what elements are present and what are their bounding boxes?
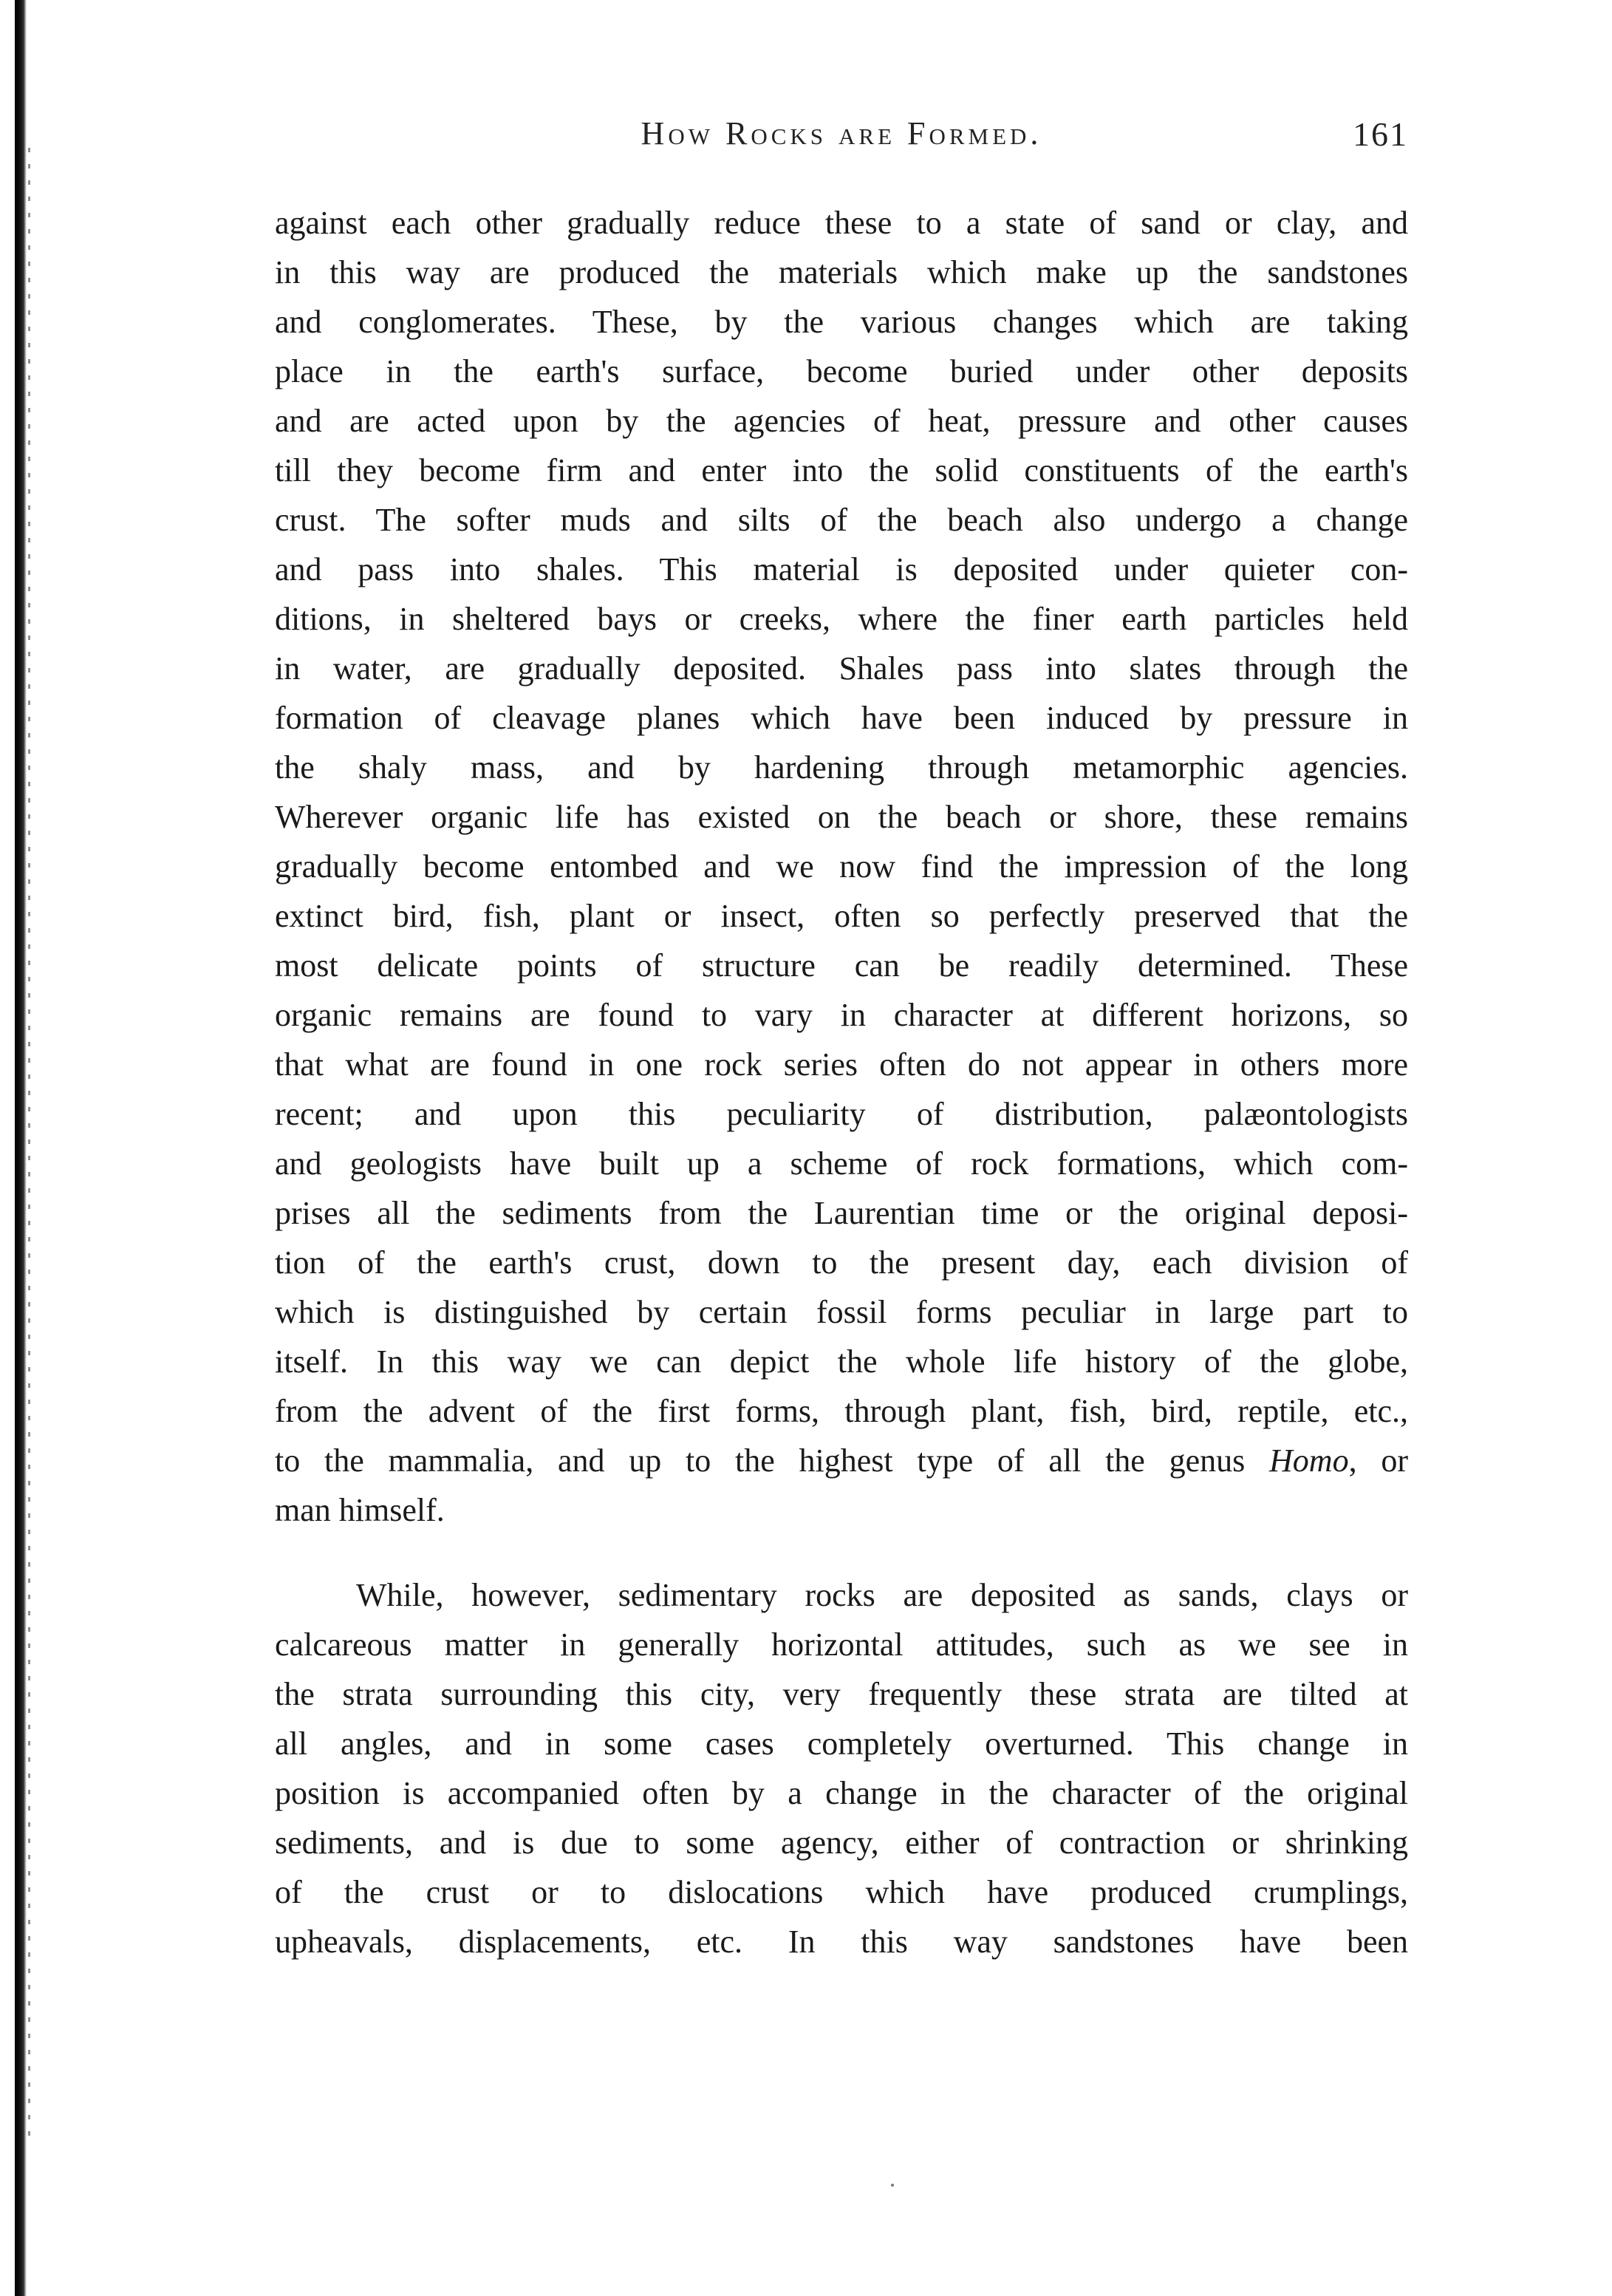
text-line: prises all the sediments from the Laurentian time or the original deposi- [275, 1195, 1408, 1231]
text-line: which is distinguished by certain fossil forms peculiar in large part to [275, 1294, 1408, 1330]
text-line: sediments, and is due to some agency, either of contraction or shrinking [275, 1825, 1408, 1861]
text-line: recent; and upon this peculiarity of distribution, palæontologists [275, 1096, 1408, 1132]
book-binding-edge [15, 0, 27, 2296]
italic-word: Homo [1269, 1442, 1349, 1479]
text-line: from the advent of the first forms, through plant, fish, bird, reptile, etc., [275, 1393, 1408, 1429]
text-line: and conglomerates. These, by the various changes which are taking [275, 304, 1408, 340]
text-line: extinct bird, fish, plant or insect, often so perfectly preserved that the [275, 898, 1408, 934]
text-line: man himself. [275, 1492, 445, 1528]
text-line: gradually become entombed and we now find the impression of the long [275, 848, 1408, 885]
text-line: against each other gradually reduce these to a state of sand or clay, and [275, 205, 1408, 241]
text-line: the shaly mass, and by hardening through metamorphic agencies. [275, 749, 1408, 786]
text-line: position is accompanied often by a change in the character of the original [275, 1775, 1408, 1811]
text-line-with-italic [275, 1436, 1408, 1485]
text-line: calcareous matter in generally horizontal attitudes, such as we see in [275, 1626, 1408, 1663]
text-line: crust. The softer muds and silts of the beach also undergo a change [275, 502, 1408, 538]
text-line: place in the earth's surface, become buried under other deposits [275, 353, 1408, 389]
text-line: Wherever organic life has existed on the beach or shore, these remains [275, 799, 1408, 835]
text-line: in water, are gradually deposited. Shales pass into slates through the [275, 650, 1408, 687]
text-line: the strata surrounding this city, very frequently these strata are tilted at [275, 1676, 1408, 1712]
paragraph-gap [275, 1535, 1408, 1570]
running-title: How Rocks are Formed. [641, 115, 1042, 151]
page-number: 161 [1353, 115, 1408, 153]
text-line: and pass into shales. This material is deposited under quieter con- [275, 551, 1408, 587]
text-line: and geologists have built up a scheme of rock formations, which com- [275, 1145, 1408, 1182]
text-line: formation of cleavage planes which have been induced by pressure in [275, 700, 1408, 736]
text-line: While, however, sedimentary rocks are deposited as sands, clays or [356, 1577, 1408, 1613]
running-head [275, 115, 1408, 166]
text-line: in this way are produced the materials which make up the sandstones [275, 254, 1408, 290]
text-line: organic remains are found to vary in character at different horizons, so [275, 997, 1408, 1033]
text-line: till they become firm and enter into the solid constituents of the earth's [275, 452, 1408, 488]
text-line: itself. In this way we can depict the whole life history of the globe, [275, 1343, 1408, 1380]
body-text [275, 198, 1408, 2149]
text-line: most delicate points of structure can be readily determined. These [275, 947, 1408, 984]
text-line: all angles, and in some cases completely overturned. This change in [275, 1726, 1408, 1762]
text-line: upheavals, displacements, etc. In this way sandstones have been [275, 1924, 1408, 1960]
scan-speck [891, 2184, 894, 2187]
text-line: of the crust or to dislocations which have produced crumplings, [275, 1874, 1408, 1910]
line-text-start: to the mammalia, and up to the highest type of all the genus [275, 1442, 1270, 1479]
paragraph-1 [275, 198, 1408, 1535]
text-line: ditions, in sheltered bays or creeks, where the finer earth particles held [275, 601, 1408, 637]
text-line: tion of the earth's crust, down to the present day, each division of [275, 1244, 1408, 1281]
line-text-end: , or [1348, 1442, 1408, 1479]
text-line: that what are found in one rock series often do not appear in others more [275, 1046, 1408, 1083]
paragraph-2 [275, 1570, 1408, 1966]
text-line: and are acted upon by the agencies of heat, pressure and other causes [275, 403, 1408, 439]
